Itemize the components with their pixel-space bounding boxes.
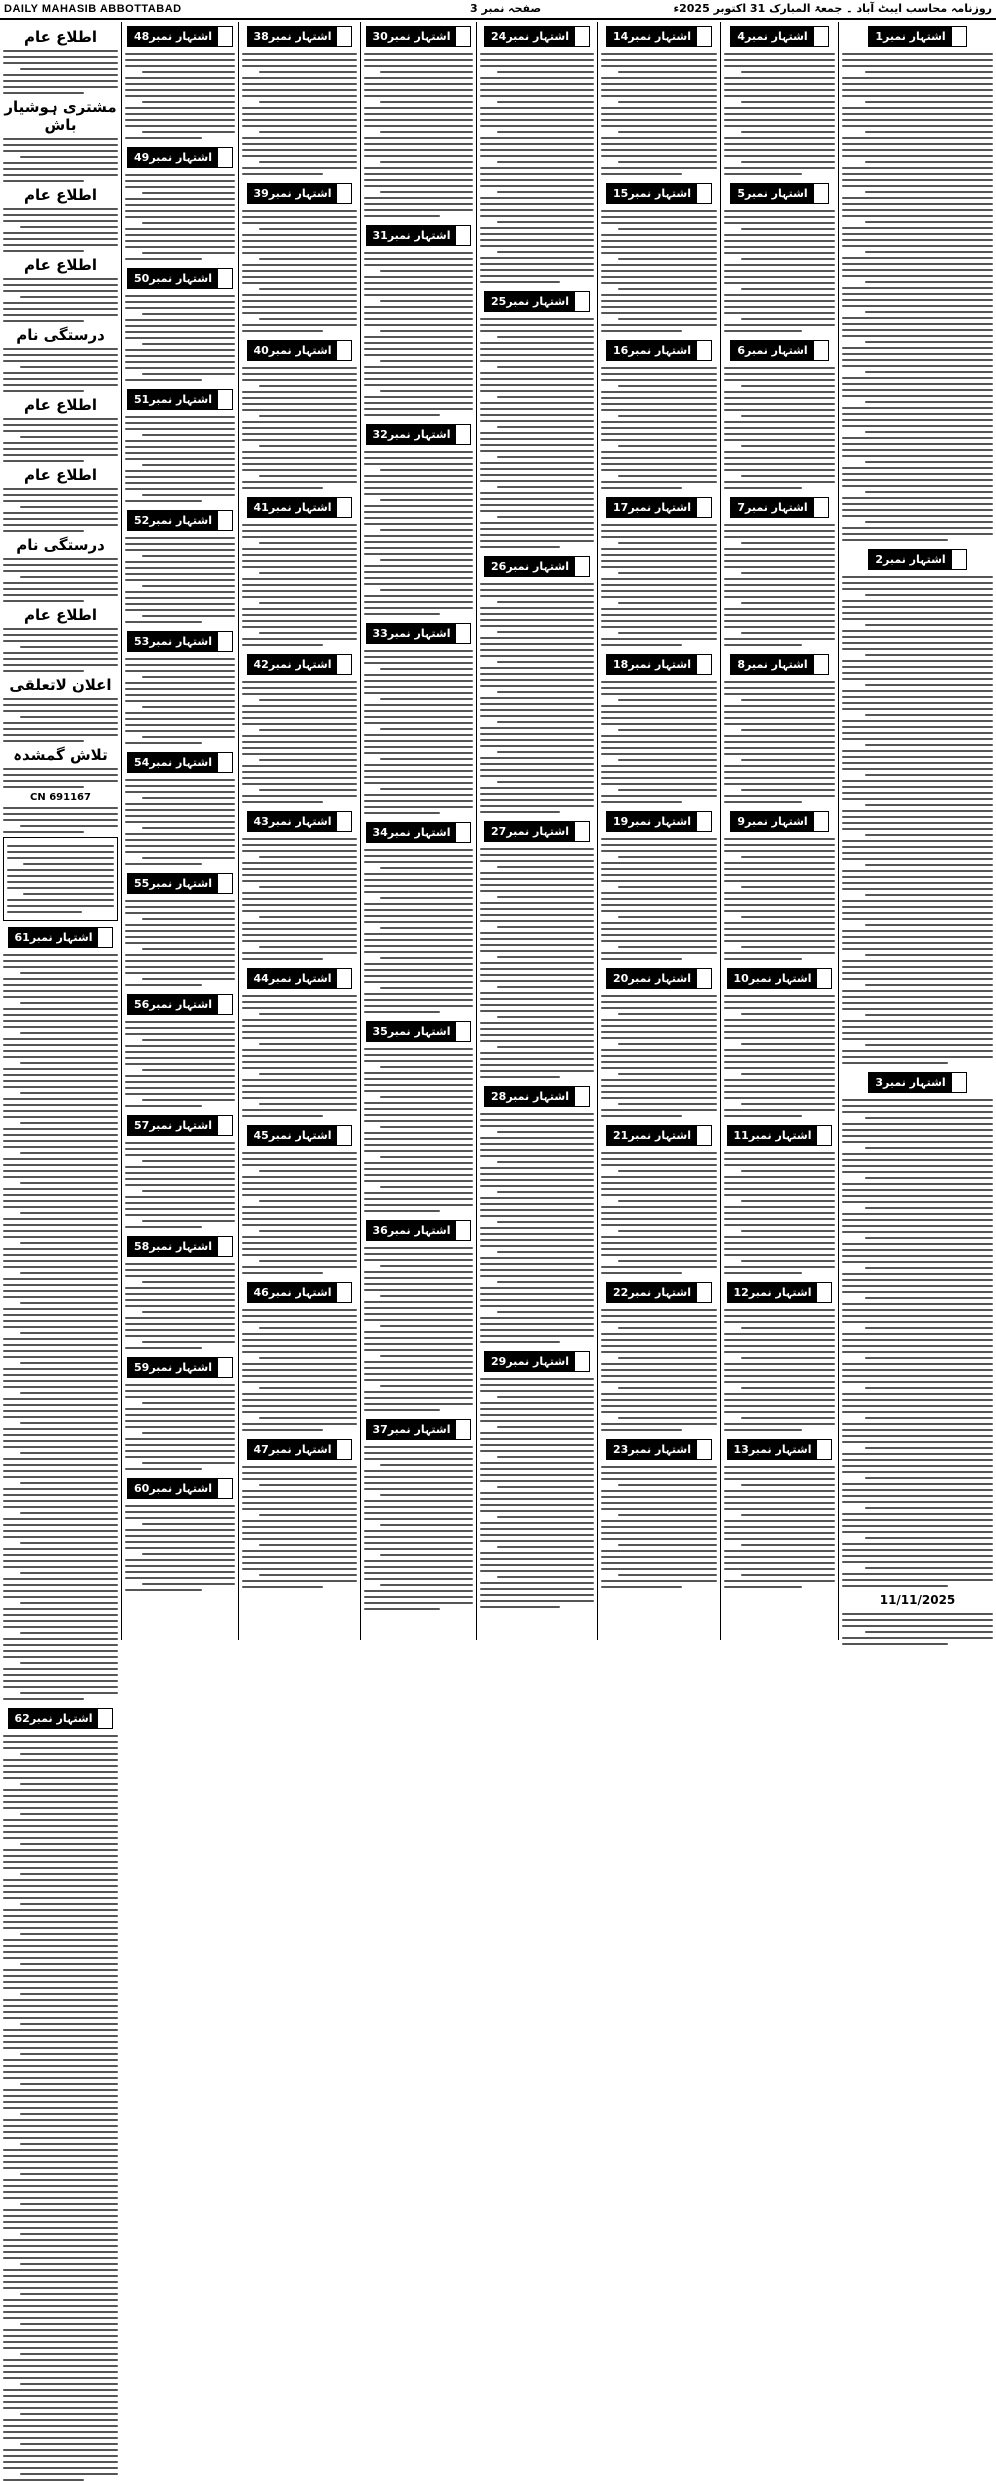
notice-text bbox=[125, 1384, 235, 1470]
notice-number-badge: اشتہار نمبر15 bbox=[607, 184, 711, 203]
notice-heading: اطلاع عام bbox=[23, 396, 97, 414]
notice-number-badge: اشتہار نمبر6 bbox=[731, 341, 827, 360]
notice-item bbox=[724, 338, 835, 489]
column-8 bbox=[0, 22, 121, 1725]
notice-item bbox=[242, 24, 357, 175]
notice-text bbox=[724, 838, 835, 960]
notice-item bbox=[601, 181, 717, 332]
notice-text bbox=[480, 53, 594, 283]
notice-number-badge: اشتہار نمبر20 bbox=[607, 969, 711, 988]
notice-heading: اطلاع عام bbox=[23, 28, 97, 46]
notice-heading: اطلاع عام bbox=[23, 256, 97, 274]
notice-text bbox=[724, 1152, 835, 1274]
notice-text bbox=[125, 416, 235, 502]
notice-text bbox=[242, 681, 357, 803]
notice-number-badge: اشتہار نمبر52 bbox=[128, 511, 232, 530]
notice-text bbox=[3, 628, 118, 672]
notice-item bbox=[842, 547, 993, 1064]
notice-number-badge: اشتہار نمبر50 bbox=[128, 269, 232, 288]
notice-text bbox=[364, 53, 473, 217]
notice-number-badge: اشتہار نمبر39 bbox=[248, 184, 352, 203]
notice-text bbox=[601, 53, 717, 175]
notice-item bbox=[842, 24, 993, 541]
notice-item bbox=[125, 387, 235, 502]
notice-text bbox=[3, 50, 118, 94]
notice-item bbox=[242, 652, 357, 803]
notice-item bbox=[601, 1437, 717, 1588]
notice-number-badge: اشتہار نمبر59 bbox=[128, 1358, 232, 1377]
notice-text bbox=[364, 451, 473, 615]
notice-item bbox=[125, 992, 235, 1107]
notice-number-badge: اشتہار نمبر58 bbox=[128, 1237, 232, 1256]
notice-text bbox=[242, 838, 357, 960]
notice-item bbox=[480, 554, 594, 813]
notice-item bbox=[242, 809, 357, 960]
notice-number-badge: اشتہار نمبر60 bbox=[128, 1479, 232, 1498]
notice-text bbox=[125, 658, 235, 744]
notice-number-badge: اشتہار نمبر21 bbox=[607, 1126, 711, 1145]
column-7 bbox=[121, 22, 238, 1640]
court-notice-box bbox=[3, 837, 118, 921]
notice-item bbox=[601, 1123, 717, 1274]
notice-text bbox=[842, 1613, 993, 1645]
notice-text bbox=[724, 53, 835, 175]
notice-text bbox=[601, 524, 717, 646]
notice-text bbox=[125, 1142, 235, 1228]
notice-item bbox=[125, 871, 235, 986]
notice-text bbox=[3, 768, 118, 788]
column-2 bbox=[720, 22, 838, 1640]
notice-text bbox=[364, 252, 473, 416]
column-3 bbox=[597, 22, 720, 1640]
notice-number-badge: اشتہار نمبر62 bbox=[9, 1709, 113, 1728]
notice-item bbox=[601, 495, 717, 646]
notice-item bbox=[3, 925, 118, 1700]
notice-number-badge: اشتہار نمبر27 bbox=[485, 822, 589, 841]
notice-number-badge: اشتہار نمبر49 bbox=[128, 148, 232, 167]
notice-text bbox=[3, 138, 118, 182]
notice-item bbox=[724, 1280, 835, 1431]
page-header bbox=[0, 0, 996, 20]
notice-number-badge: اشتہار نمبر36 bbox=[367, 1221, 471, 1240]
notice-text bbox=[3, 558, 118, 602]
notice-text bbox=[364, 1247, 473, 1411]
notice-heading: درستگی نام bbox=[16, 326, 105, 344]
cn-number: CN 691167 bbox=[30, 792, 91, 803]
notice-item bbox=[125, 24, 235, 139]
notice-text bbox=[125, 1263, 235, 1349]
notice-text bbox=[242, 1152, 357, 1274]
notice-heading: اطلاع عام bbox=[23, 606, 97, 624]
notice-item bbox=[242, 1437, 357, 1588]
hearing-date: 11/11/2025 bbox=[879, 1593, 956, 1607]
notice-number-badge: اشتہار نمبر28 bbox=[485, 1087, 589, 1106]
notice-text bbox=[3, 807, 118, 833]
notice-number-badge: اشتہار نمبر35 bbox=[367, 1022, 471, 1041]
notice-item bbox=[364, 223, 473, 416]
notice-item bbox=[242, 495, 357, 646]
notice-item bbox=[724, 809, 835, 960]
notice-item bbox=[724, 652, 835, 803]
notice-item bbox=[242, 338, 357, 489]
notice-text bbox=[242, 53, 357, 175]
notice-number-badge: اشتہار نمبر13 bbox=[728, 1440, 832, 1459]
notice-number-badge: اشتہار نمبر31 bbox=[367, 226, 471, 245]
notice-number-badge: اشتہار نمبر18 bbox=[607, 655, 711, 674]
notice-number-badge: اشتہار نمبر4 bbox=[731, 27, 827, 46]
notice-heading: تلاش گمشدہ bbox=[13, 746, 108, 764]
notice-number-badge: اشتہار نمبر48 bbox=[128, 27, 232, 46]
notice-number-badge: اشتہار نمبر14 bbox=[607, 27, 711, 46]
notice-item bbox=[601, 809, 717, 960]
notice-item bbox=[125, 1113, 235, 1228]
notice-item bbox=[364, 1019, 473, 1212]
notice-text bbox=[125, 1505, 235, 1591]
notice-item bbox=[601, 652, 717, 803]
notice-text bbox=[601, 838, 717, 960]
notice-heading: اطلاع عام bbox=[23, 466, 97, 484]
notice-number-badge: اشتہار نمبر8 bbox=[731, 655, 827, 674]
notice-text bbox=[242, 210, 357, 332]
notice-item bbox=[724, 24, 835, 175]
notice-item bbox=[125, 1355, 235, 1470]
notice-text bbox=[125, 174, 235, 260]
notice-number-badge: اشتہار نمبر53 bbox=[128, 632, 232, 651]
notice-number-badge: اشتہار نمبر19 bbox=[607, 812, 711, 831]
notice-number-badge: اشتہار نمبر33 bbox=[367, 624, 471, 643]
notice-item bbox=[125, 145, 235, 260]
notice-text bbox=[3, 698, 118, 742]
notice-text bbox=[480, 1378, 594, 1608]
notice-number-badge: اشتہار نمبر11 bbox=[728, 1126, 832, 1145]
notice-item bbox=[242, 1123, 357, 1274]
notice-item bbox=[125, 508, 235, 623]
notice-item bbox=[480, 24, 594, 283]
notice-item bbox=[364, 621, 473, 814]
notice-text bbox=[242, 524, 357, 646]
notice-item bbox=[724, 495, 835, 646]
notice-number-badge: اشتہار نمبر7 bbox=[731, 498, 827, 517]
notice-item bbox=[480, 819, 594, 1078]
notice-text bbox=[480, 1113, 594, 1343]
notice-number-badge: اشتہار نمبر3 bbox=[869, 1073, 965, 1092]
notice-number-badge: اشتہار نمبر16 bbox=[607, 341, 711, 360]
notice-item bbox=[242, 1280, 357, 1431]
notice-item bbox=[125, 629, 235, 744]
notice-item bbox=[242, 181, 357, 332]
notice-item bbox=[242, 966, 357, 1117]
notice-item bbox=[364, 820, 473, 1013]
notice-number-badge: اشتہار نمبر1 bbox=[869, 27, 965, 46]
column-1 bbox=[838, 22, 996, 1640]
notice-number-badge: اشتہار نمبر32 bbox=[367, 425, 471, 444]
notice-text bbox=[601, 367, 717, 489]
notice-text bbox=[242, 1309, 357, 1431]
notice-text bbox=[724, 1466, 835, 1588]
notice-text bbox=[724, 367, 835, 489]
notice-item bbox=[724, 966, 835, 1117]
notice-number-badge: اشتہار نمبر23 bbox=[607, 1440, 711, 1459]
notice-text bbox=[480, 583, 594, 813]
date-line: روزنامہ محاسب ایبٹ آباد ۔ جمعۃ المبارک 31 اکتوبر 2025ء bbox=[673, 2, 992, 15]
notice-text bbox=[724, 210, 835, 332]
notice-text bbox=[242, 367, 357, 489]
notice-text bbox=[601, 995, 717, 1117]
notice-number-badge: اشتہار نمبر56 bbox=[128, 995, 232, 1014]
notice-number-badge: اشتہار نمبر57 bbox=[128, 1116, 232, 1135]
notice-number-badge: اشتہار نمبر17 bbox=[607, 498, 711, 517]
notice-text bbox=[242, 995, 357, 1117]
notice-number-badge: اشتہار نمبر41 bbox=[248, 498, 352, 517]
notice-text bbox=[364, 1048, 473, 1212]
notice-text bbox=[601, 1466, 717, 1588]
notice-text bbox=[364, 650, 473, 814]
notice-number-badge: اشتہار نمبر2 bbox=[869, 550, 965, 569]
notice-number-badge: اشتہار نمبر26 bbox=[485, 557, 589, 576]
masthead: DAILY MAHASIB ABBOTTABAD bbox=[4, 3, 182, 15]
notice-heading: اطلاع عام bbox=[23, 186, 97, 204]
column-4 bbox=[476, 22, 597, 1640]
notice-text bbox=[125, 53, 235, 139]
notice-item bbox=[364, 1417, 473, 1610]
notice-number-badge: اشتہار نمبر47 bbox=[248, 1440, 352, 1459]
notice-number-badge: اشتہار نمبر29 bbox=[485, 1352, 589, 1371]
notice-text bbox=[125, 295, 235, 381]
notice-number-badge: اشتہار نمبر51 bbox=[128, 390, 232, 409]
notice-item bbox=[724, 181, 835, 332]
notice-text bbox=[724, 681, 835, 803]
notice-number-badge: اشتہار نمبر12 bbox=[728, 1283, 832, 1302]
notice-number-badge: اشتہار نمبر10 bbox=[728, 969, 832, 988]
notice-item bbox=[724, 1123, 835, 1274]
notice-number-badge: اشتہار نمبر37 bbox=[367, 1420, 471, 1439]
notice-item bbox=[3, 1706, 118, 2481]
notice-text bbox=[125, 1021, 235, 1107]
notice-heading: مشتری ہوشیار باش bbox=[4, 98, 117, 134]
notice-item bbox=[364, 422, 473, 615]
notice-text bbox=[724, 1309, 835, 1431]
notice-text bbox=[842, 53, 993, 541]
notice-text bbox=[125, 779, 235, 865]
notice-number-badge: اشتہار نمبر61 bbox=[9, 928, 113, 947]
notice-text bbox=[842, 576, 993, 1064]
notice-text bbox=[3, 348, 118, 392]
notice-item bbox=[125, 266, 235, 381]
notice-number-badge: اشتہار نمبر55 bbox=[128, 874, 232, 893]
notice-item bbox=[480, 1084, 594, 1343]
notice-item bbox=[364, 1218, 473, 1411]
notice-text bbox=[364, 849, 473, 1013]
notice-item bbox=[601, 24, 717, 175]
notice-number-badge: اشتہار نمبر30 bbox=[367, 27, 471, 46]
notice-item bbox=[601, 1280, 717, 1431]
notice-text bbox=[601, 210, 717, 332]
notice-number-badge: اشتہار نمبر43 bbox=[248, 812, 352, 831]
notice-item bbox=[724, 1437, 835, 1588]
notice-text bbox=[724, 995, 835, 1117]
notice-number-badge: اشتہار نمبر34 bbox=[367, 823, 471, 842]
notice-item bbox=[125, 750, 235, 865]
notice-number-badge: اشتہار نمبر24 bbox=[485, 27, 589, 46]
notice-number-badge: اشتہار نمبر22 bbox=[607, 1283, 711, 1302]
notice-item bbox=[842, 1070, 993, 1587]
notice-item bbox=[125, 1234, 235, 1349]
notice-text bbox=[364, 1446, 473, 1610]
notice-number-badge: اشتہار نمبر25 bbox=[485, 292, 589, 311]
notice-text bbox=[242, 1466, 357, 1588]
notice-number-badge: اشتہار نمبر5 bbox=[731, 184, 827, 203]
column-6 bbox=[238, 22, 360, 1640]
page-label: صفحہ نمبر 3 bbox=[470, 2, 542, 15]
notice-item bbox=[364, 24, 473, 217]
notice-text bbox=[842, 1099, 993, 1587]
notice-heading: درستگی نام bbox=[16, 536, 105, 554]
notice-text bbox=[3, 954, 118, 1700]
notice-item bbox=[125, 1476, 235, 1591]
notice-heading: اعلان لاتعلقی bbox=[9, 676, 112, 694]
notice-item bbox=[601, 966, 717, 1117]
notice-text bbox=[480, 848, 594, 1078]
notice-number-badge: اشتہار نمبر38 bbox=[248, 27, 352, 46]
notice-text bbox=[601, 1309, 717, 1431]
notice-item bbox=[601, 338, 717, 489]
notice-text bbox=[3, 278, 118, 322]
notice-number-badge: اشتہار نمبر42 bbox=[248, 655, 352, 674]
notice-text bbox=[3, 208, 118, 252]
notice-number-badge: اشتہار نمبر40 bbox=[248, 341, 352, 360]
notice-item bbox=[480, 1349, 594, 1608]
notice-text bbox=[601, 1152, 717, 1274]
notice-number-badge: اشتہار نمبر45 bbox=[248, 1126, 352, 1145]
notice-text bbox=[3, 488, 118, 532]
notice-text bbox=[601, 681, 717, 803]
notice-number-badge: اشتہار نمبر9 bbox=[731, 812, 827, 831]
column-5 bbox=[360, 22, 476, 1640]
notice-item bbox=[480, 289, 594, 548]
notice-number-badge: اشتہار نمبر54 bbox=[128, 753, 232, 772]
notice-text bbox=[7, 845, 114, 913]
notice-number-badge: اشتہار نمبر46 bbox=[248, 1283, 352, 1302]
notice-text bbox=[125, 537, 235, 623]
notice-text bbox=[3, 1735, 118, 2481]
notice-text bbox=[3, 418, 118, 462]
notice-text bbox=[724, 524, 835, 646]
notice-text bbox=[125, 900, 235, 986]
notice-number-badge: اشتہار نمبر44 bbox=[248, 969, 352, 988]
notice-text bbox=[480, 318, 594, 548]
